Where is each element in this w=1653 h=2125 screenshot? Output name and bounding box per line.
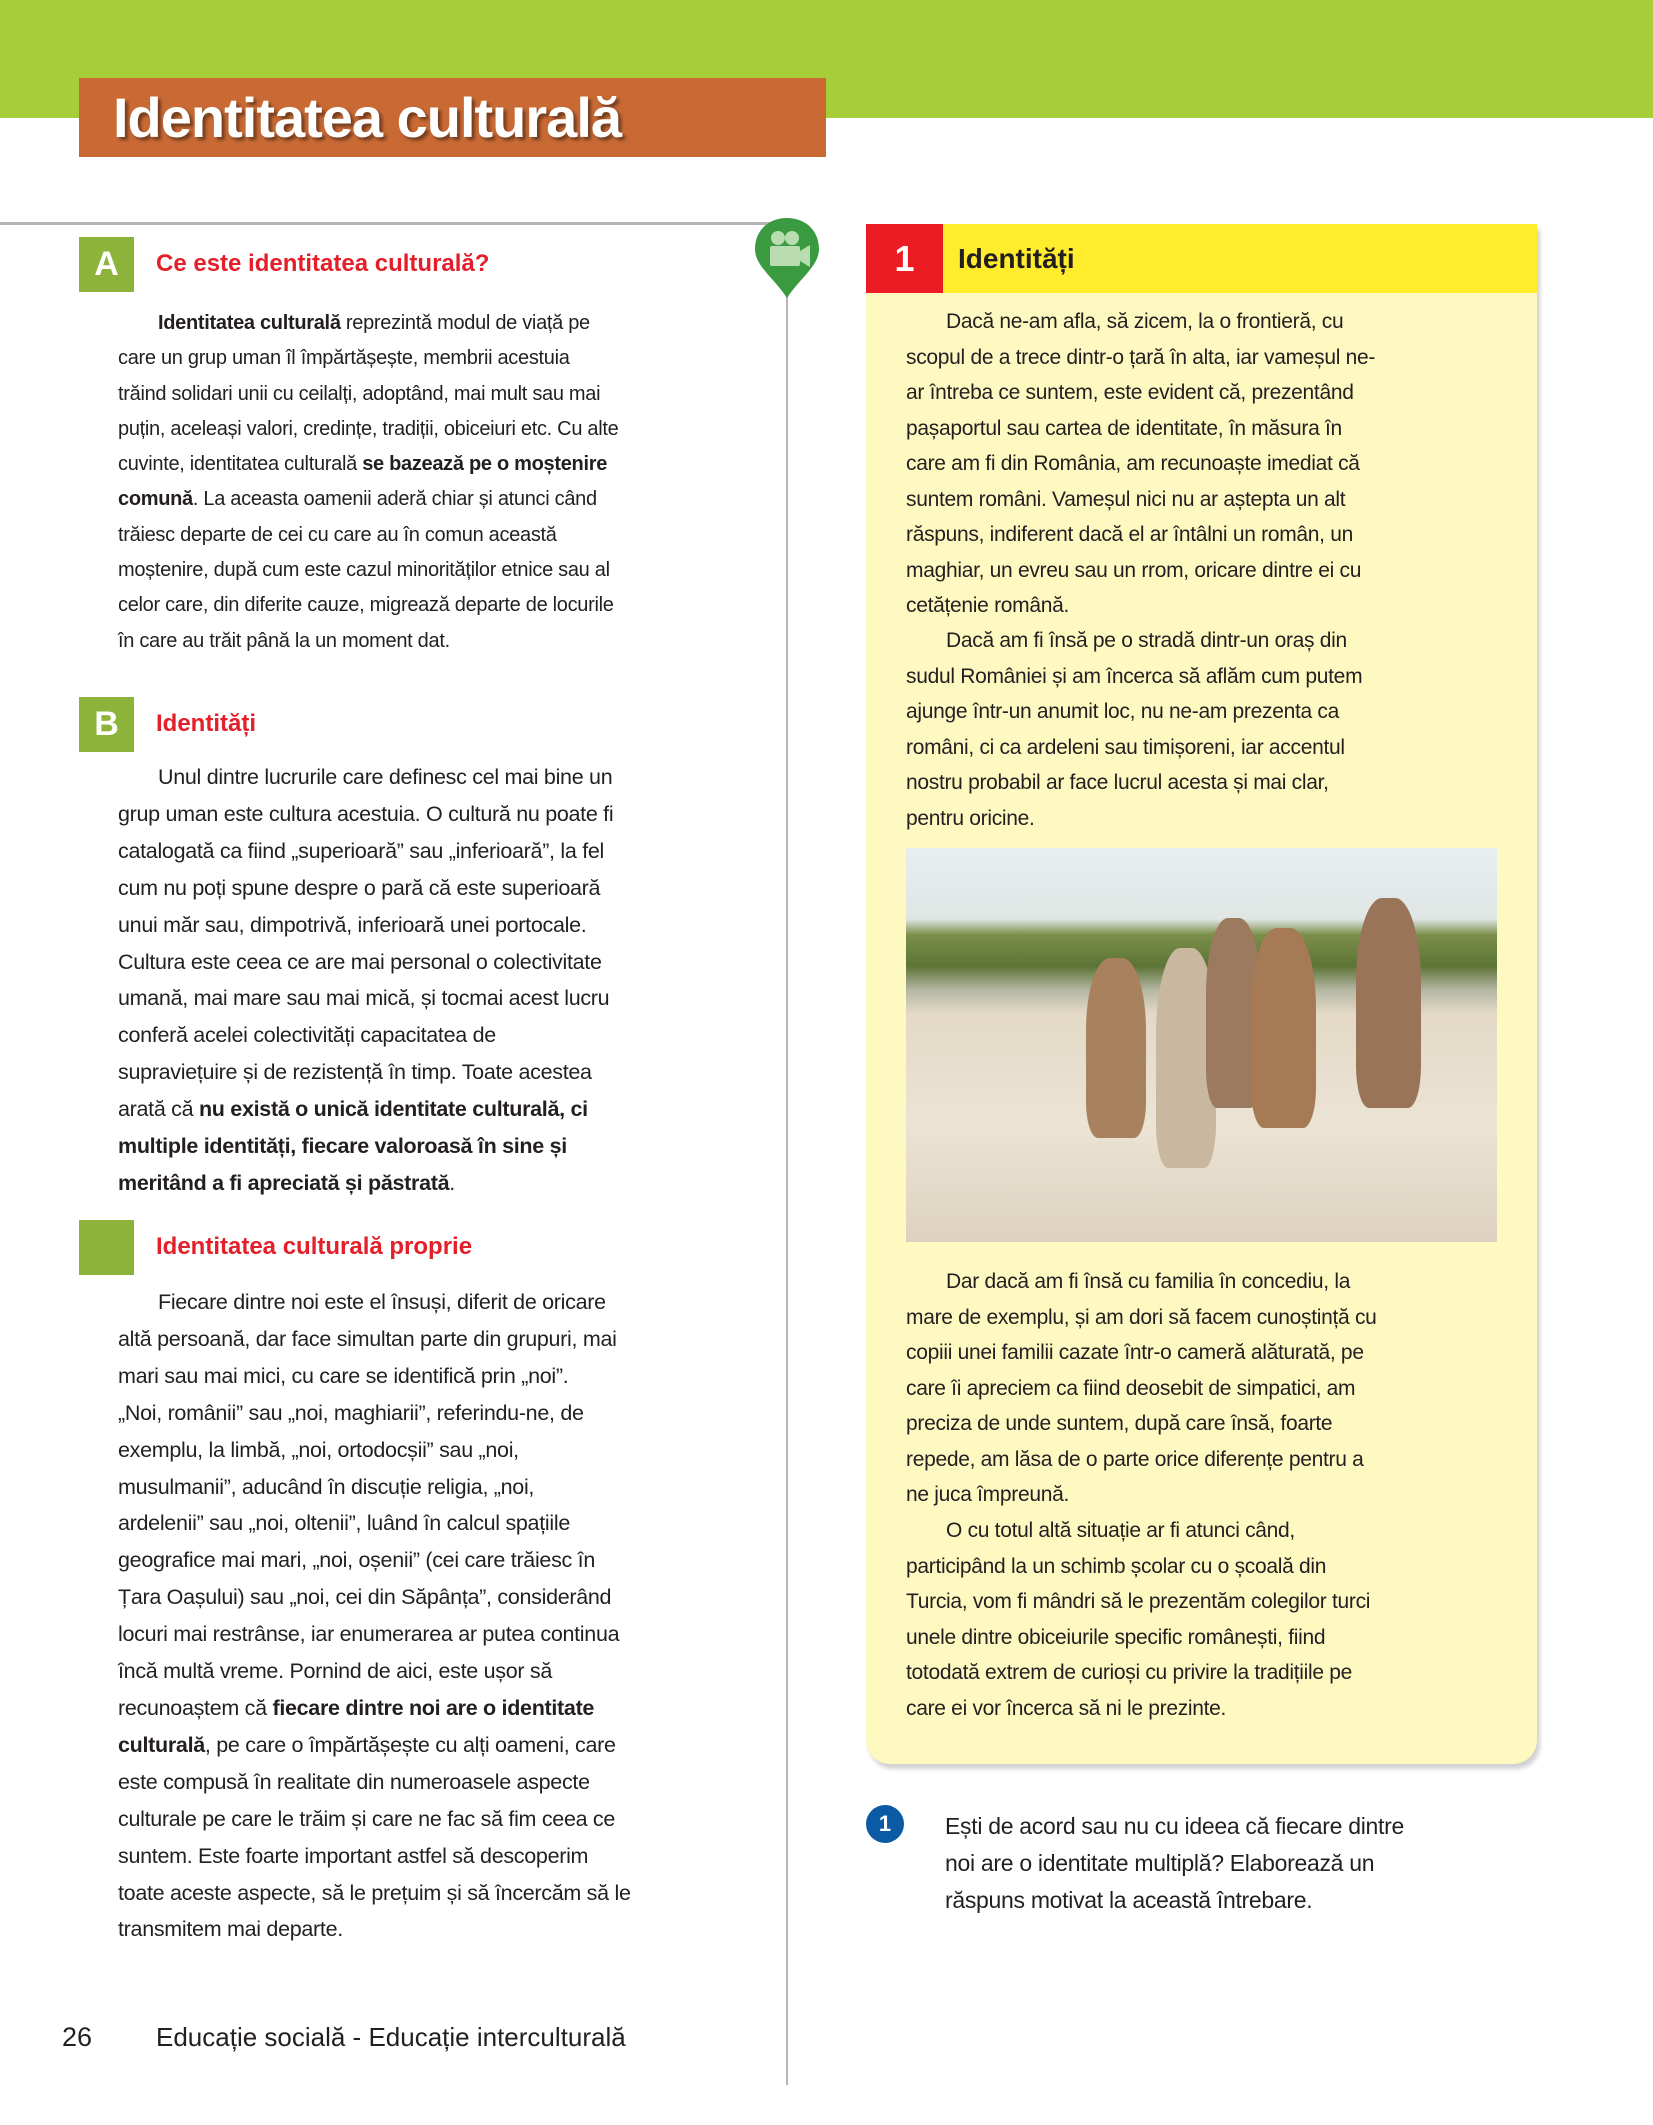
text-line: catalogată ca fiind „superioară” sau „inferioară”, la fel: [118, 838, 605, 863]
text-line: suntem. Este foarte important astfel să descoperim: [118, 1843, 589, 1868]
child-figure: [1356, 898, 1421, 1108]
bold-text: Identitatea culturală: [158, 312, 341, 334]
text-line: meritând a fi apreciată și păstrată.: [118, 1170, 455, 1195]
bold-text: culturală: [118, 1732, 205, 1757]
text-line: [118, 1128, 768, 1165]
text-line: răspuns, indiferent dacă el ar întâlni un român, un: [906, 523, 1353, 546]
text-line: pașaportul sau cartea de identitate, în măsura în: [906, 416, 1342, 440]
text-line: musulmanii”, aducând în discuție religia, „noi,: [118, 1474, 535, 1499]
text-line: ardelenii” sau „noi, oltenii”, luând în calcul spațiile: [118, 1511, 570, 1536]
section-a-heading: Ce este identitatea culturală?: [156, 250, 490, 277]
text-line: culturale pe care le trăim și care ne fac să fim ceea ce: [118, 1806, 616, 1831]
text-line: este compusă în realitate din numeroasele aspecte: [118, 1769, 590, 1794]
text-line: trăind solidari unii cu ceilalți, adoptând, mai mult sau mai: [118, 382, 601, 405]
bold-text: comună: [118, 488, 193, 511]
text-line: puțin, aceleași valori, credințe, tradiții, obiceiuri etc. Cu alte: [118, 417, 619, 440]
text-line: cetățenie română.: [906, 594, 1070, 617]
activity-paragraph-1: [906, 304, 1516, 624]
child-figure: [1086, 958, 1146, 1138]
section-c-badge: [79, 1220, 134, 1275]
text-line: care ei vor încerca să ni le prezinte.: [906, 1696, 1227, 1720]
text-line: Unul dintre lucrurile care definesc cel mai bine un: [158, 765, 613, 789]
text-line: care am fi din România, am recunoaște imediat că: [906, 452, 1360, 475]
text-line: arată că nu există o unică identitate culturală, ci: [118, 1097, 588, 1122]
section-c-heading: Identitatea culturală proprie: [156, 1233, 473, 1260]
divider-vertical: [786, 290, 788, 2085]
text-line: ne juca împreună.: [906, 1483, 1070, 1506]
section-b-text: [118, 759, 768, 1202]
text-line: culturală, pe care o împărtășește cu alți oameni, care: [118, 1732, 616, 1757]
text-line: suntem români. Vameșul nici nu ar aștepta un alt: [906, 487, 1346, 511]
text-line: supraviețuire și de rezistență în timp. Toate acestea: [118, 1060, 592, 1085]
activity-paragraph-2: [906, 623, 1516, 836]
text-line: moștenire, după cum este cazul minorităților etnice sau al: [118, 559, 610, 582]
text-line: transmitem mai departe.: [118, 1917, 343, 1942]
text-line: scopul de a trece dintr-o țară în alta, iar vameșul ne-: [906, 345, 1376, 369]
text-line: care un grup uman îl împărtășește, membrii acestuia: [118, 347, 570, 370]
text-line: totodată extrem de curioși cu privire la tradițiile pe: [906, 1661, 1353, 1684]
activity-paragraph-3: [906, 1264, 1516, 1513]
text-line: nostru probabil ar face lucrul acesta și mai clar,: [906, 771, 1329, 794]
activity-number: 1: [866, 224, 943, 293]
text-line: sudul României și am încerca să aflăm cum putem: [906, 664, 1363, 688]
bold-text: multiple identități, fiecare valoroasă în sine și: [118, 1134, 567, 1159]
text-line: români, ci ca ardeleni sau timișoreni, iar accentul: [906, 735, 1345, 759]
bold-text: meritând a fi apreciată și păstrată: [118, 1170, 450, 1195]
text-line: Dar dacă am fi însă cu familia în concediu, la: [946, 1270, 1351, 1293]
text-line: Turcia, vom fi mândri să le prezentăm colegilor turci: [906, 1590, 1371, 1613]
text-line: încă multă vreme. Pornind de aici, este ușor să: [118, 1659, 553, 1684]
text-line: care îi apreciem ca fiind deosebit de simpatici, am: [906, 1376, 1356, 1400]
text-line: conferă acelei colectivități capacitatea de: [118, 1023, 496, 1048]
bold-text: nu există o unică identitate culturală, ci: [198, 1097, 588, 1122]
page-title-box: [79, 78, 826, 157]
children-beach-photo: [906, 848, 1497, 1242]
bold-text: se bazează pe o moștenire: [362, 453, 608, 476]
text-line: Identitatea culturală reprezintă modul de viață pe: [158, 312, 590, 334]
text-line: comună. La aceasta oamenii aderă chiar și atunci când: [118, 488, 597, 511]
text-line: umană, mai mare sau mai mică, și tocmai acest lucru: [118, 986, 610, 1011]
text-line: ajunge într-un anumit loc, nu ne-am prezenta ca: [906, 700, 1339, 723]
text-line: Dacă am fi însă pe o stradă dintr-un oraș din: [946, 629, 1347, 652]
text-line: trăiesc departe de cei cu care au în comun această: [118, 523, 557, 546]
text-line: „Noi, românii” sau „noi, maghiarii”, referindu-ne, de: [118, 1400, 584, 1425]
child-figure: [1251, 928, 1316, 1128]
text-line: noi are o identitate multiplă? Elaborează un: [945, 1850, 1375, 1876]
page-title: Identitatea culturală: [113, 86, 622, 149]
text-line: participând la un schimb școlar cu o școală din: [906, 1554, 1327, 1578]
text-line: preciza de unde suntem, după care însă, foarte: [906, 1412, 1333, 1435]
text-line: pentru oricine.: [906, 806, 1035, 830]
text-line: mari sau mai mici, cu care se identifică prin „noi”.: [118, 1363, 569, 1388]
text-line: unele dintre obiceiurile specific românești, fiind: [906, 1625, 1326, 1649]
page-number: 26: [62, 2022, 93, 2052]
text-line: toate aceste aspecte, să le prețuim și să încercăm să le: [118, 1880, 631, 1905]
text-line: repede, am lăsa de o parte orice diferențe pentru a: [906, 1447, 1364, 1471]
text-line: grup uman este cultura acestuia. O cultură nu poate fi: [118, 801, 614, 826]
bold-text: fiecare dintre noi are o identitate: [272, 1695, 595, 1720]
question-number-badge: 1: [866, 1805, 904, 1843]
text-line: maghiar, un evreu sau un rrom, oricare dintre ei cu: [906, 558, 1362, 582]
activity-paragraph-4: [906, 1513, 1516, 1726]
activity-title: Identități: [958, 242, 1075, 274]
text-line: ar întreba ce suntem, este evident că, prezentând: [906, 381, 1354, 404]
text-line: Ești de acord sau nu cu ideea că fiecare dintre: [945, 1813, 1404, 1839]
text-line: O cu totul altă situație ar fi atunci când,: [946, 1519, 1295, 1542]
section-b-badge: B: [79, 697, 134, 752]
text-line: exemplu, la limbă, „noi, ortodocșii” sau „noi,: [118, 1437, 519, 1462]
text-line: celor care, din diferite cauze, migrează departe de locurile: [118, 594, 614, 617]
text-line: locuri mai restrânse, iar enumerarea ar putea continua: [118, 1622, 620, 1647]
divider-horizontal: [0, 222, 790, 225]
text-line: Fiecare dintre noi este el însuși, diferit de oricare: [158, 1290, 606, 1314]
text-line: mare de exemplu, și am dori să facem cunoștință cu: [906, 1305, 1377, 1329]
text-line: altă persoană, dar face simultan parte din grupuri, mai: [118, 1326, 617, 1351]
text-line: unui măr sau, dimpotrivă, inferioară unei portocale.: [118, 912, 587, 937]
text-line: geografice mai mari, „noi, oșenii” (cei care trăiesc în: [118, 1548, 595, 1573]
section-b-heading: Identități: [156, 710, 256, 737]
section-a-text: [118, 306, 768, 659]
text-line: în care au trăit până la un moment dat.: [118, 629, 450, 652]
text-line: recunoaștem că fiecare dintre noi are o identitate: [118, 1695, 595, 1720]
text-line: cuvinte, identitatea culturală se bazează pe o moștenire: [118, 453, 608, 476]
question-text: [945, 1808, 1545, 1919]
text-line: cum nu poți spune despre o pară că este superioară: [118, 875, 601, 900]
text-line: răspuns motivat la această întrebare.: [945, 1887, 1313, 1913]
section-c-text: [118, 1284, 768, 1948]
book-title: Educație socială - Educație interculturală: [156, 2022, 626, 2052]
section-a-badge: A: [79, 237, 134, 292]
text-line: Cultura este ceea ce are mai personal o colectivitate: [118, 949, 602, 974]
text-line: Țara Oașului) sau „noi, cei din Săpânța”, considerând: [118, 1585, 612, 1610]
text-line: copiii unei familii cazate într-o cameră alăturată, pe: [906, 1341, 1364, 1364]
video-camera-icon[interactable]: [752, 216, 822, 300]
activity-box-header: [866, 224, 1537, 293]
text-line: Dacă ne-am afla, să zicem, la o frontieră, cu: [946, 310, 1344, 333]
